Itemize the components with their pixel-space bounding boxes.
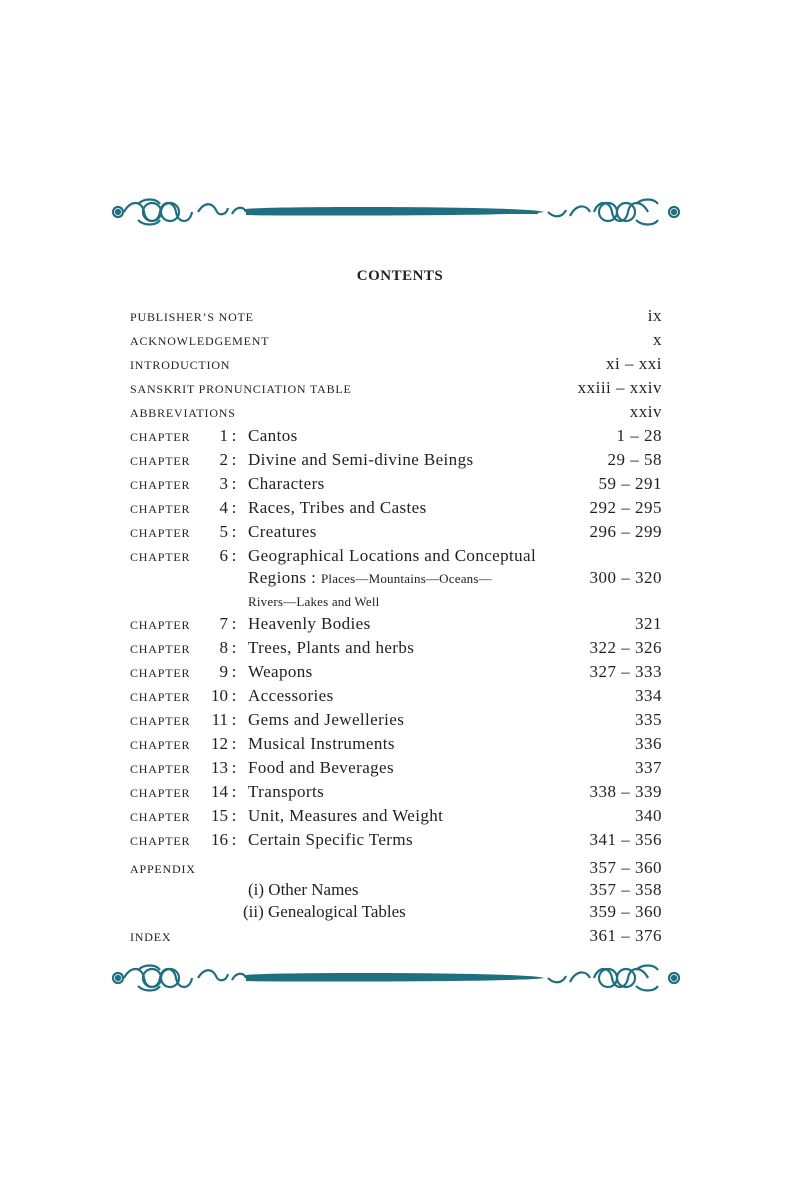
chapter-separator: : bbox=[231, 662, 237, 681]
chapter-number: 16 bbox=[211, 830, 228, 849]
chapter-label: CHAPTER bbox=[130, 666, 191, 680]
chapter-label: CHAPTER bbox=[130, 478, 191, 492]
chapter-page: 340 bbox=[635, 806, 662, 825]
chapter-label: CHAPTER bbox=[130, 738, 191, 752]
chapter-separator: : bbox=[231, 806, 237, 825]
chapter-number: 1 bbox=[219, 426, 228, 445]
chapter-separator: : bbox=[231, 546, 237, 565]
chapter-separator: : bbox=[231, 426, 237, 445]
appendix-item-page: 359 – 360 bbox=[589, 902, 662, 921]
toc-entry-page: xxiv bbox=[629, 402, 662, 421]
chapter-page: 337 bbox=[635, 758, 662, 777]
chapter-page: 321 bbox=[635, 614, 662, 633]
chapter-title: Geographical Locations and Conceptual bbox=[248, 546, 537, 565]
toc-entry bbox=[130, 354, 662, 378]
chapter-title-part: Regions : bbox=[248, 568, 317, 587]
toc-entry-page: x bbox=[653, 330, 662, 349]
chapter-separator: : bbox=[231, 830, 237, 849]
chapter-title: Weapons bbox=[248, 662, 313, 681]
appendix-item-title: (ii) Genealogical Tables bbox=[243, 902, 406, 921]
chapter-subtopics: Places—Mountains—Oceans— bbox=[320, 571, 492, 586]
toc-entry-label: ABBREVIATIONS bbox=[130, 406, 236, 420]
chapter-separator: : bbox=[231, 782, 237, 801]
toc-chapter-entry bbox=[130, 546, 662, 614]
chapter-separator: : bbox=[231, 638, 237, 657]
chapter-page: 292 – 295 bbox=[589, 498, 662, 517]
chapter-title: Races, Tribes and Castes bbox=[248, 498, 427, 517]
chapter-number: 12 bbox=[211, 734, 228, 753]
toc-chapter-entry bbox=[130, 710, 662, 734]
toc-chapter-entry bbox=[130, 782, 662, 806]
chapter-label: CHAPTER bbox=[130, 502, 191, 516]
toc-appendix-entry bbox=[130, 858, 662, 926]
chapter-label: CHAPTER bbox=[130, 714, 191, 728]
chapter-separator: : bbox=[231, 450, 237, 469]
chapter-number: 15 bbox=[211, 806, 228, 825]
chapter-number: 2 bbox=[219, 450, 228, 469]
chapter-label: CHAPTER bbox=[130, 834, 191, 848]
chapter-page: 29 – 58 bbox=[607, 450, 662, 469]
chapter-title: Unit, Measures and Weight bbox=[248, 806, 444, 825]
chapter-page: 334 bbox=[635, 686, 662, 705]
toc-chapter-entry bbox=[130, 830, 662, 854]
toc-entry bbox=[130, 330, 662, 354]
chapter-label: CHAPTER bbox=[130, 810, 191, 824]
toc-chapter-entry bbox=[130, 614, 662, 638]
chapter-separator: : bbox=[231, 686, 237, 705]
chapter-page: 336 bbox=[635, 734, 662, 753]
chapter-page: 338 – 339 bbox=[589, 782, 662, 801]
chapter-number: 9 bbox=[219, 662, 228, 681]
appendix-label: APPENDIX bbox=[130, 862, 196, 876]
chapter-number: 10 bbox=[211, 686, 228, 705]
chapter-title: Divine and Semi-divine Beings bbox=[248, 450, 474, 469]
toc-chapter-entry bbox=[130, 474, 662, 498]
chapter-page: 335 bbox=[635, 710, 662, 729]
chapter-label: CHAPTER bbox=[130, 762, 191, 776]
chapter-label: CHAPTER bbox=[130, 642, 191, 656]
chapter-title: Creatures bbox=[248, 522, 317, 541]
chapter-title: Food and Beverages bbox=[248, 758, 394, 777]
chapter-separator: : bbox=[231, 710, 237, 729]
chapter-number: 6 bbox=[219, 546, 228, 565]
appendix-item-page: 357 – 358 bbox=[589, 880, 662, 899]
chapter-title: Trees, Plants and herbs bbox=[248, 638, 415, 657]
toc-entry-label: ACKNOWLEDGEMENT bbox=[130, 334, 270, 348]
toc-entry-page: ix bbox=[647, 306, 662, 325]
chapter-number: 3 bbox=[219, 474, 228, 493]
appendix-page: 357 – 360 bbox=[589, 858, 662, 877]
chapter-label: CHAPTER bbox=[130, 618, 191, 632]
chapter-separator: : bbox=[231, 498, 237, 517]
chapter-page: 327 – 333 bbox=[589, 662, 662, 681]
chapter-page: 341 – 356 bbox=[589, 830, 662, 849]
chapter-label: CHAPTER bbox=[130, 550, 191, 564]
chapter-number: 7 bbox=[219, 614, 228, 633]
chapter-title: Transports bbox=[248, 782, 325, 801]
chapter-separator: : bbox=[231, 614, 237, 633]
toc-chapter-entry bbox=[130, 806, 662, 830]
top-ornament-divider bbox=[108, 192, 686, 232]
appendix-item-title: (i) Other Names bbox=[248, 880, 359, 899]
chapter-title: Characters bbox=[248, 474, 325, 493]
toc-chapter-entry bbox=[130, 426, 662, 450]
chapter-separator: : bbox=[231, 758, 237, 777]
index-page: 361 – 376 bbox=[589, 926, 662, 945]
chapter-page: 300 – 320 bbox=[589, 568, 662, 587]
chapter-title: Heavenly Bodies bbox=[248, 614, 371, 633]
chapter-label: CHAPTER bbox=[130, 786, 191, 800]
toc-entry bbox=[130, 306, 662, 330]
chapter-separator: : bbox=[231, 522, 237, 541]
toc-entry-label: PUBLISHER’S NOTE bbox=[130, 310, 254, 324]
toc-chapter-entry bbox=[130, 734, 662, 758]
chapter-separator: : bbox=[231, 734, 237, 753]
toc-chapter-entry bbox=[130, 450, 662, 474]
toc-entry-page: xi – xxi bbox=[606, 354, 662, 373]
chapter-title: Musical Instruments bbox=[248, 734, 395, 753]
chapter-label: CHAPTER bbox=[130, 526, 191, 540]
chapter-title-line2 bbox=[248, 568, 492, 588]
toc-chapter-entry bbox=[130, 686, 662, 710]
toc-chapter-entry bbox=[130, 758, 662, 782]
chapter-title: Gems and Jewelleries bbox=[248, 710, 405, 729]
toc-index-entry bbox=[130, 926, 662, 950]
chapter-number: 5 bbox=[219, 522, 228, 541]
chapter-page: 322 – 326 bbox=[589, 638, 662, 657]
chapter-label: CHAPTER bbox=[130, 454, 191, 468]
chapter-page: 1 – 28 bbox=[616, 426, 662, 445]
toc-chapter-entry bbox=[130, 498, 662, 522]
bottom-ornament-divider bbox=[108, 958, 686, 998]
chapter-page: 296 – 299 bbox=[589, 522, 662, 541]
chapter-separator: : bbox=[231, 474, 237, 493]
toc-entry-label: INTRODUCTION bbox=[130, 358, 231, 372]
chapter-title: Cantos bbox=[248, 426, 298, 445]
toc-chapter-entry bbox=[130, 638, 662, 662]
index-label: INDEX bbox=[130, 930, 172, 944]
toc-chapter-entry bbox=[130, 522, 662, 546]
chapter-subtopics-line3: Rivers—Lakes and Well bbox=[248, 594, 380, 609]
chapter-number: 4 bbox=[219, 498, 228, 517]
chapter-page: 59 – 291 bbox=[598, 474, 662, 493]
chapter-number: 14 bbox=[211, 782, 228, 801]
toc-entry-page: xxiii – xxiv bbox=[577, 378, 662, 397]
chapter-label: CHAPTER bbox=[130, 690, 191, 704]
chapter-title: Certain Specific Terms bbox=[248, 830, 413, 849]
toc-chapter-entry bbox=[130, 662, 662, 686]
chapter-label: CHAPTER bbox=[130, 430, 191, 444]
chapter-number: 11 bbox=[211, 710, 228, 729]
page-title: CONTENTS bbox=[356, 268, 444, 284]
toc-entry bbox=[130, 378, 662, 402]
chapter-number: 13 bbox=[211, 758, 228, 777]
toc-entry bbox=[130, 402, 662, 426]
chapter-title: Accessories bbox=[248, 686, 334, 705]
toc-entry-label: SANSKRIT PRONUNCIATION TABLE bbox=[130, 382, 352, 396]
chapter-number: 8 bbox=[219, 638, 228, 657]
